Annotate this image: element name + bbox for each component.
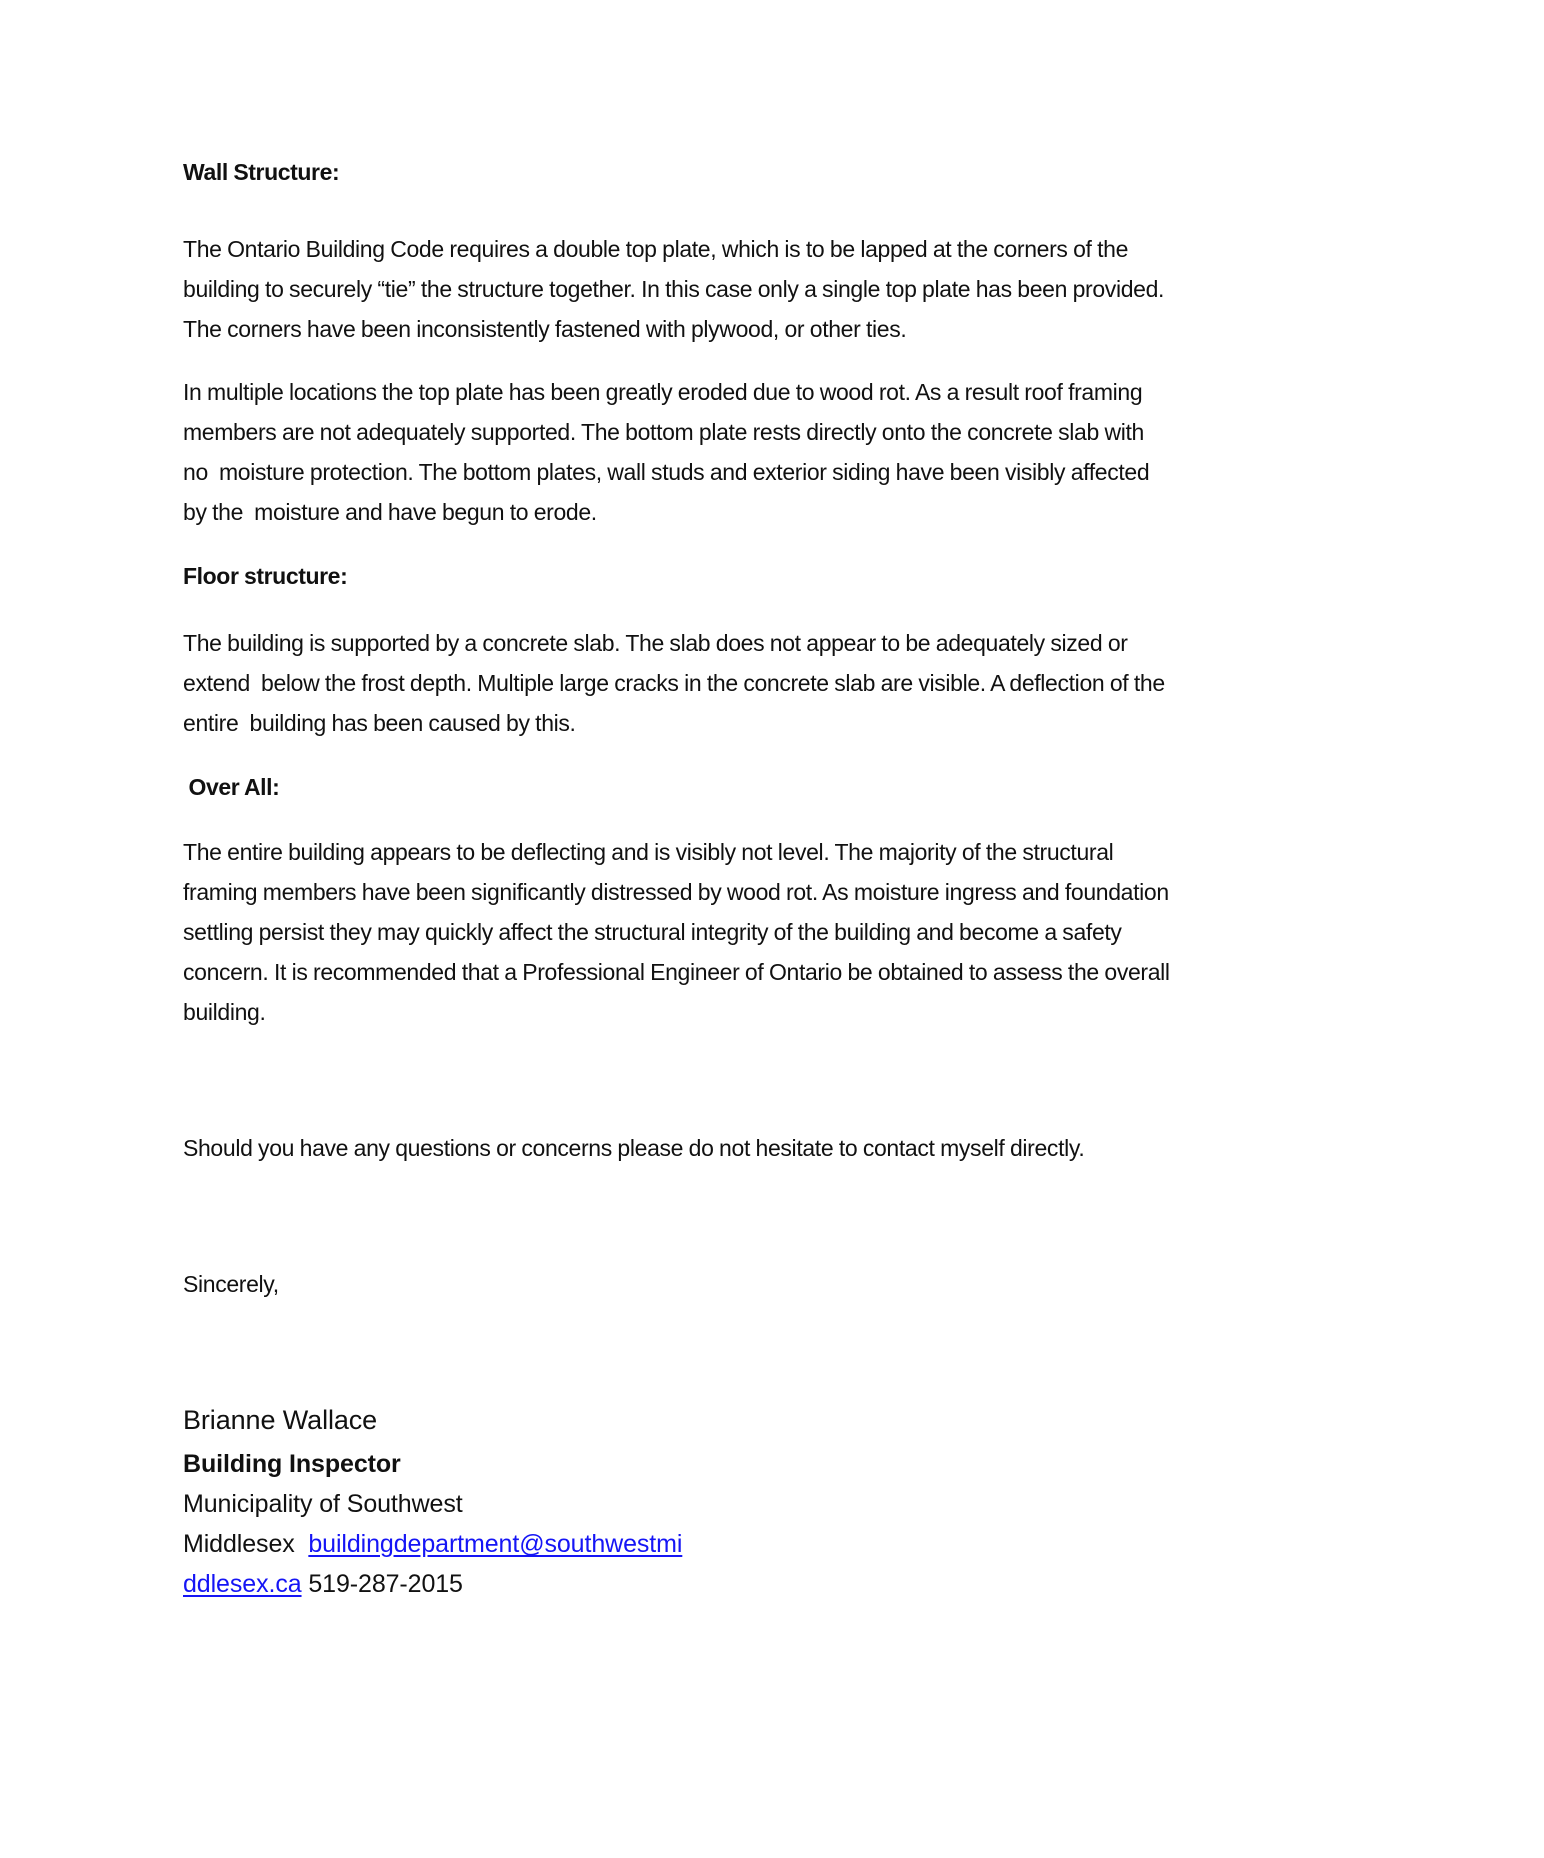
signature-organization: Municipality of Southwest	[183, 1490, 463, 1518]
paragraph-line: members are not adequately supported. The bottom plate rests directly onto the concrete slab with	[183, 419, 1144, 445]
signature-name: Brianne Wallace	[183, 1405, 378, 1435]
paragraph-line: The Ontario Building Code requires a double top plate, which is to be lapped at the corners of the	[183, 236, 1129, 262]
paragraph-line: The entire building appears to be deflecting and is visibly not level. The majority of the structural	[183, 839, 1114, 865]
paragraph-line: concern. It is recommended that a Professional Engineer of Ontario be obtained to assess the overall	[183, 959, 1170, 985]
paragraph-line: framing members have been significantly distressed by wood rot. As moisture ingress and foundation	[183, 879, 1169, 905]
paragraph-line: extend below the frost depth. Multiple large cracks in the concrete slab are visible. A deflection of the	[183, 670, 1165, 696]
signature-contact-line-2	[183, 1569, 463, 1599]
signature-title: Building Inspector	[183, 1450, 401, 1478]
paragraph-line: The corners have been inconsistently fastened with plywood, or other ties.	[183, 316, 907, 342]
paragraph-line: settling persist they may quickly affect the structural integrity of the building and become a safety	[183, 919, 1122, 945]
email-link[interactable]: buildingdepartment@southwestmi	[308, 1530, 683, 1558]
email-link-continued[interactable]: ddlesex.ca	[183, 1570, 302, 1598]
signature-contact-line-1	[183, 1529, 682, 1559]
paragraph-line: The building is supported by a concrete slab. The slab does not appear to be adequately sized or	[183, 630, 1128, 656]
paragraph-line: building.	[183, 999, 266, 1025]
paragraph-line: no moisture protection. The bottom plates, wall studs and exterior siding have been visibly affected	[183, 459, 1150, 485]
paragraph-line: by the moisture and have begun to erode.	[183, 499, 597, 525]
phone-number: 519-287-2015	[301, 1570, 463, 1598]
section-heading-over-all: Over All:	[183, 774, 280, 800]
section-heading-floor-structure: Floor structure:	[183, 563, 348, 589]
paragraph-line: building to securely “tie” the structure together. In this case only a single top plate has been provided.	[183, 276, 1165, 302]
section-heading-wall-structure: Wall Structure:	[183, 159, 340, 185]
paragraph-line: In multiple locations the top plate has been greatly eroded due to wood rot. As a result roof framing	[183, 379, 1143, 405]
closing-sign-off: Sincerely,	[183, 1271, 279, 1297]
paragraph-line: entire building has been caused by this.	[183, 710, 576, 736]
signature-organization-continued: Middlesex	[183, 1530, 309, 1558]
closing-questions: Should you have any questions or concerns please do not hesitate to contact myself directly.	[183, 1135, 1085, 1161]
